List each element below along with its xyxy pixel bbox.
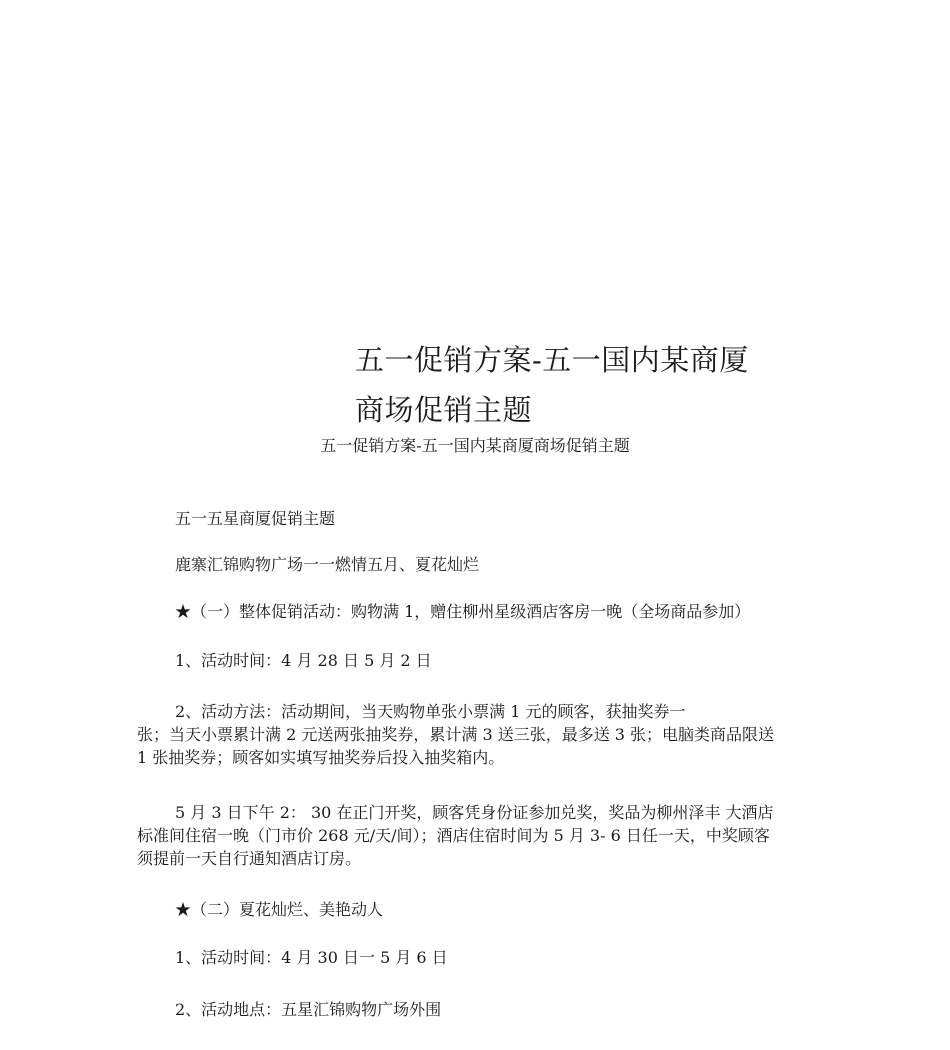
method-line-2: 张；当天小票累计满 2 元送两张抽奖券，累计满 3 送三张，最多送 3 张；电脑类商品限送 xyxy=(137,725,775,744)
paragraph-activity-time-1: 1、活动时间：4 月 28 日 5 月 2 日 xyxy=(175,651,432,670)
paragraph-slogan: 鹿寨汇锦购物广场一一燃情五月、夏花灿烂 xyxy=(175,555,480,574)
title-line-2: 商场促销主题 xyxy=(355,393,533,427)
paragraph-activity-location: 2、活动地点：五星汇锦购物广场外围 xyxy=(175,1000,442,1019)
draw-line-2: 标准间住宿一晚（门市价 268 元/天/间）；酒店住宿时间为 5 月 3- 6 日任一天，中奖顾客 xyxy=(137,826,770,845)
draw-line-1: 5 月 3 日下午 2： 30 在正门开奖，顾客凭身份证参加兑奖，奖品为柳州泽丰 大酒店 xyxy=(175,803,774,822)
paragraph-draw-details xyxy=(137,801,827,870)
document-title xyxy=(355,335,749,435)
title-line-1: 五一促销方案-五一国内某商厦 xyxy=(355,343,749,377)
paragraph-activity-time-2: 1、活动时间：4 月 30 日一 5 月 6 日 xyxy=(175,948,448,967)
method-line-1: 2、活动方法：活动期间，当天购物单张小票满 1 元的顾客，获抽奖券一 xyxy=(175,702,686,721)
document-subtitle: 五一促销方案-五一国内某商厦商场促销主题 xyxy=(320,436,630,455)
draw-line-3: 须提前一天自行通知酒店订房。 xyxy=(137,849,362,868)
section-heading-1: ★（一）整体促销活动：购物满 1，赠住柳州星级酒店客房一晚（全场商品参加） xyxy=(175,602,751,621)
section-heading-2: ★（二）夏花灿烂、美艳动人 xyxy=(175,900,384,919)
paragraph-activity-method xyxy=(137,700,827,769)
method-line-3: 1 张抽奖券；顾客如实填写抽奖券后投入抽奖箱内。 xyxy=(137,748,505,767)
paragraph-promo-theme: 五一五星商厦促销主题 xyxy=(175,509,336,528)
